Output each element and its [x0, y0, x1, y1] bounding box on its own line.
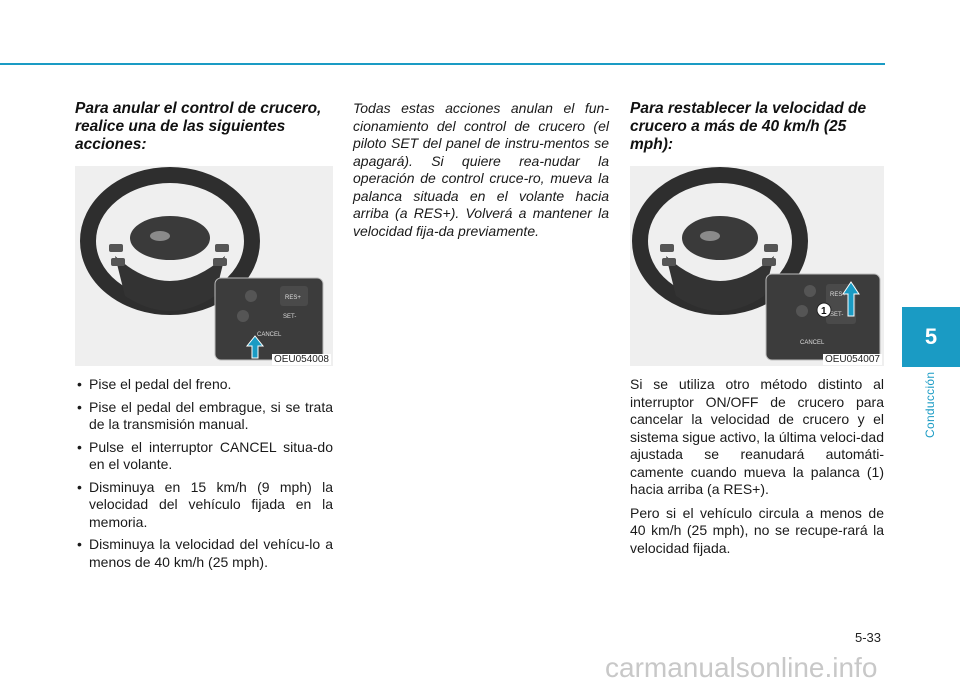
figure-steering-wheel-res	[630, 166, 884, 366]
list-item: • Pise el pedal del freno.	[75, 376, 333, 394]
steering-wheel-illustration	[75, 166, 333, 366]
figure-code: OEU054007	[824, 354, 880, 365]
list-item: • Disminuya la velocidad del vehícu-lo a menos de 40 km/h (25 mph).	[75, 536, 333, 571]
column-restore-speed	[630, 100, 884, 557]
list-item: • Disminuya en 15 km/h (9 mph) la velocidad del vehículo fijada en la memoria.	[75, 479, 333, 532]
callout-number: 1	[821, 306, 827, 317]
cancel-label: CANCEL	[800, 340, 825, 346]
restore-paragraph: Pero si el vehículo circula a menos de 40 km/h (25 mph), no se recupe-rará la velocidad fijada.	[630, 504, 884, 556]
page-number: 5-33	[855, 630, 882, 645]
res-label: RES+	[285, 295, 301, 301]
list-item: • Pise el pedal del embrague, si se trata de la transmisión manual.	[75, 399, 333, 434]
watermark: carmanualsonline.info	[605, 652, 878, 683]
chapter-number: 5	[924, 324, 938, 349]
set-label: SET-	[830, 312, 844, 318]
column-cancel	[75, 100, 333, 576]
list-item: • Pulse el interruptor CANCEL situa-do en el volante.	[75, 439, 333, 474]
column-resume-info	[353, 100, 609, 240]
chapter-tab	[902, 307, 960, 367]
resume-info-paragraph: Todas estas acciones anulan el fun-cionamiento del control de crucero (el piloto SET del panel de instru-mentos se apagará). Si quiere rea-nudar la operación de control cruce-ro, mueva la palanca situada en el volante hacia arriba (a RES+). Volverá a mantener la velocidad fija-da previamente.	[353, 100, 609, 239]
chapter-section-label: Conducción	[923, 372, 937, 439]
steering-wheel-illustration	[630, 166, 884, 366]
res-label: RES+	[830, 292, 846, 298]
section-heading-restore: Para restablecer la velocidad de crucero a más de 40 km/h (25 mph):	[630, 100, 867, 153]
restore-paragraph: Si se utiliza otro método distinto al interruptor ON/OFF de crucero para cancelar la velocidad de crucero y el sistema sigue activo, la última veloci-dad ajustada se reanudará automáti-camente cuando mueva la palanca (1) hacia arriba (a RES+).	[630, 376, 884, 497]
figure-code: OEU054008	[273, 354, 329, 365]
header-rule	[0, 63, 885, 65]
set-label: SET-	[283, 314, 297, 320]
figure-steering-wheel-cancel	[75, 166, 333, 366]
cancel-actions-list	[75, 376, 333, 571]
cancel-label: CANCEL	[257, 332, 282, 338]
section-heading-cancel: Para anular el control de crucero, realice una de las siguientes acciones:	[75, 100, 322, 153]
